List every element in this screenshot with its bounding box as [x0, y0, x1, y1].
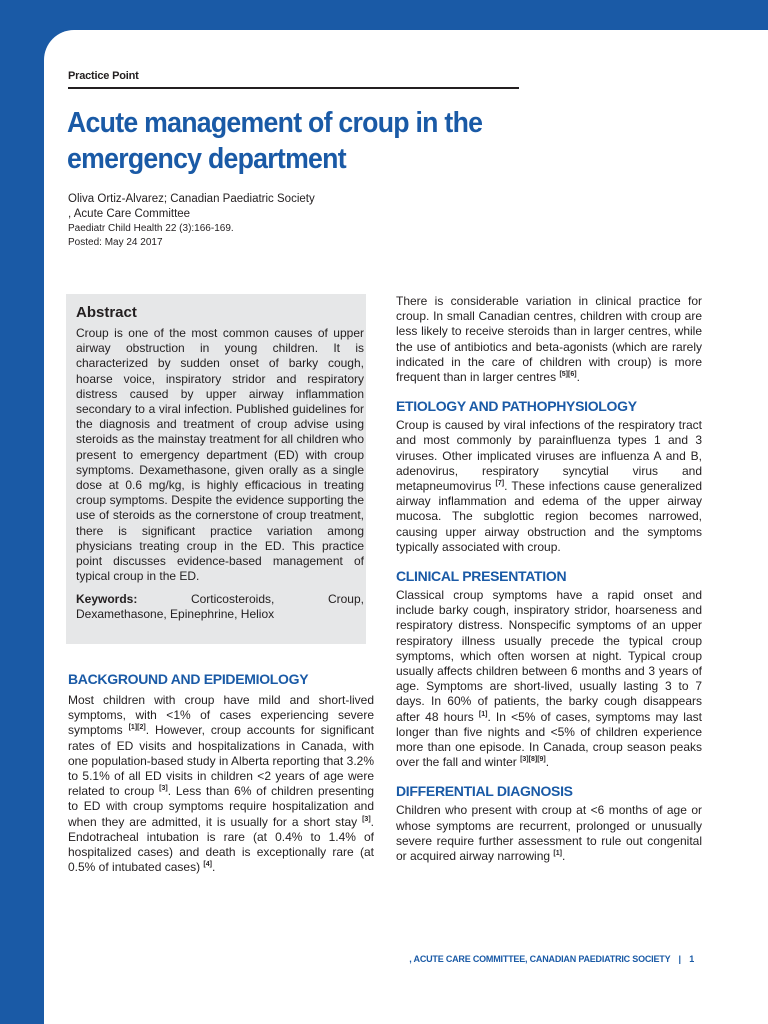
- citation: Paediatr Child Health 22 (3):166-169.: [68, 223, 234, 234]
- keywords: [76, 592, 364, 622]
- footer-separator: |: [678, 954, 681, 964]
- abstract-heading: Abstract: [76, 304, 137, 321]
- etiology-heading: ETIOLOGY AND PATHOPHYSIOLOGY: [396, 398, 637, 415]
- document-page: [44, 30, 768, 1024]
- keyword-corticosteroids: Corticosteroids,: [190, 592, 275, 606]
- maple-leaf-child-icon: [594, 34, 654, 124]
- cps-logo: [594, 34, 744, 124]
- committee: , Acute Care Committee: [68, 208, 191, 220]
- citation-ref[interactable]: [1]: [478, 710, 488, 718]
- page-title: [67, 105, 499, 177]
- variation-text: There is considerable variation in clinical practice for croup. In small Canadian centres, children with croup are less likely to receive steroids than in larger centres, while the use of antibiotics and beta-agonists (which are rarely indicated in the care of children with croup) is more frequent than in larger centres [5][6].: [396, 294, 702, 385]
- abstract-box: [66, 294, 366, 644]
- article-meta: [68, 192, 368, 250]
- background-heading: BACKGROUND AND EPIDEMIOLOGY: [68, 671, 309, 687]
- differential-heading: DIFFERENTIAL DIAGNOSIS: [396, 783, 573, 800]
- keywords-rest: Dexamethasone, Epinephrine, Heliox: [76, 607, 275, 622]
- citation-ref[interactable]: [4]: [203, 861, 212, 869]
- practice-point-label: Practice Point: [68, 70, 139, 82]
- citation-ref[interactable]: [7]: [495, 480, 505, 488]
- footer-text: , ACUTE CARE COMMITTEE, CANADIAN PAEDIATRIC SOCIETY: [409, 954, 671, 964]
- section-background: [68, 670, 374, 875]
- authors: Oliva Ortiz-Alvarez; Canadian Paediatric Society: [68, 193, 315, 205]
- posted-date: Posted: May 24 2017: [68, 237, 163, 248]
- keywords-label: Keywords:: [76, 592, 138, 606]
- keyword-croup: Croup,: [327, 592, 364, 606]
- clinical-text: Classical croup symptoms have a rapid onset and include barky cough, inspiratory stridor, hoarseness and respiratory distress. Nonspecific symptoms of an upper respiratory illness usually precede the typical croup symptoms, which often worsen at night. Typical croup usually affects children between 6 months and 3 years of age. Symptoms are short-lived, usually lasting 3 to 7 days. In 60% of patients, the barky cough disappears after 48 hours [1]. In <5% of cases, symptoms may last longer than five nights and <5% of children experience more than one episode. In Canada, croup season peaks over the fall and winter [3][8][9].: [396, 588, 702, 770]
- abstract-text: Croup is one of the most common causes of upper airway obstruction in young children. It is characterized by sudden onset of barky cough, hoarse voice, inspiratory stridor and respiratory distress caused by upper airway inflammation secondary to a viral infection. Published guidelines for the diagnosis and treatment of croup advise using steroids as the mainstay treatment for all children who present to emergency department (ED) with croup symptoms. Dexamethasone, given orally as a single dose at 0.6 mg/kg, is highly efficacious in treating croup symptoms. Despite the evidence supporting the use of steroids as the cornerstone of croup treatment, there is significant practice variation among physicians treating croup in the ED. This practice point discusses evidence-based management of typical croup in the ED.: [76, 326, 364, 584]
- citation-ref[interactable]: [3]: [159, 785, 168, 793]
- citation-ref[interactable]: [5][6]: [559, 371, 577, 379]
- citation-ref[interactable]: [1]: [553, 850, 562, 858]
- title-line-1: Acute management of croup in the: [67, 107, 483, 139]
- etiology-text: Croup is caused by viral infections of the respiratory tract and most commonly by parainfluenza types 1 and 3 viruses. Other implicated viruses are influenza A and B, adenovirus, respiratory syncytial virus and metapneumovirus [7]. These infections cause generalized airway inflammation and edema of the upper airway mucosa. The subglottic region becomes narrowed, causing upper airway obstruction and the symptoms typically associated with croup.: [396, 418, 702, 554]
- right-column: [396, 294, 702, 864]
- title-line-2: emergency department: [67, 143, 346, 175]
- page-number: 1: [689, 954, 694, 964]
- citation-ref[interactable]: [1][2]: [128, 724, 146, 732]
- clinical-heading: CLINICAL PRESENTATION: [396, 568, 567, 585]
- logo-text: Canadian Paediatric Society: [658, 70, 716, 115]
- citation-ref[interactable]: [3][8][9]: [520, 756, 546, 764]
- header-rule: [68, 87, 519, 89]
- differential-text: Children who present with croup at <6 months of age or whose symptoms are recurrent, prolonged or unusually severe require further assessment to rule out congenital or acquired airway narrowing [1].: [396, 803, 702, 864]
- page-footer: [409, 954, 694, 964]
- citation-ref[interactable]: [3]: [362, 815, 371, 823]
- background-text: Most children with croup have mild and short-lived symptoms, with <1% of cases experiencing severe symptoms [1][2]. However, croup accounts for significant rates of ED visits and hospitalizations in Canada, with one population-based study in Alberta reporting that 3.2% to 5.1% of all ED visits in children <2 years of age were related to croup [3]. Less than 6% of children presenting to ED with croup symptoms require hospitalization and when they are admitted, it is usually for a short stay [3]. Endotracheal intubation is rare (at 0.4% to 1.4% of hospitalized cases) and death is exceptionally rare (at 0.5% of intubated cases) [4].: [68, 693, 374, 875]
